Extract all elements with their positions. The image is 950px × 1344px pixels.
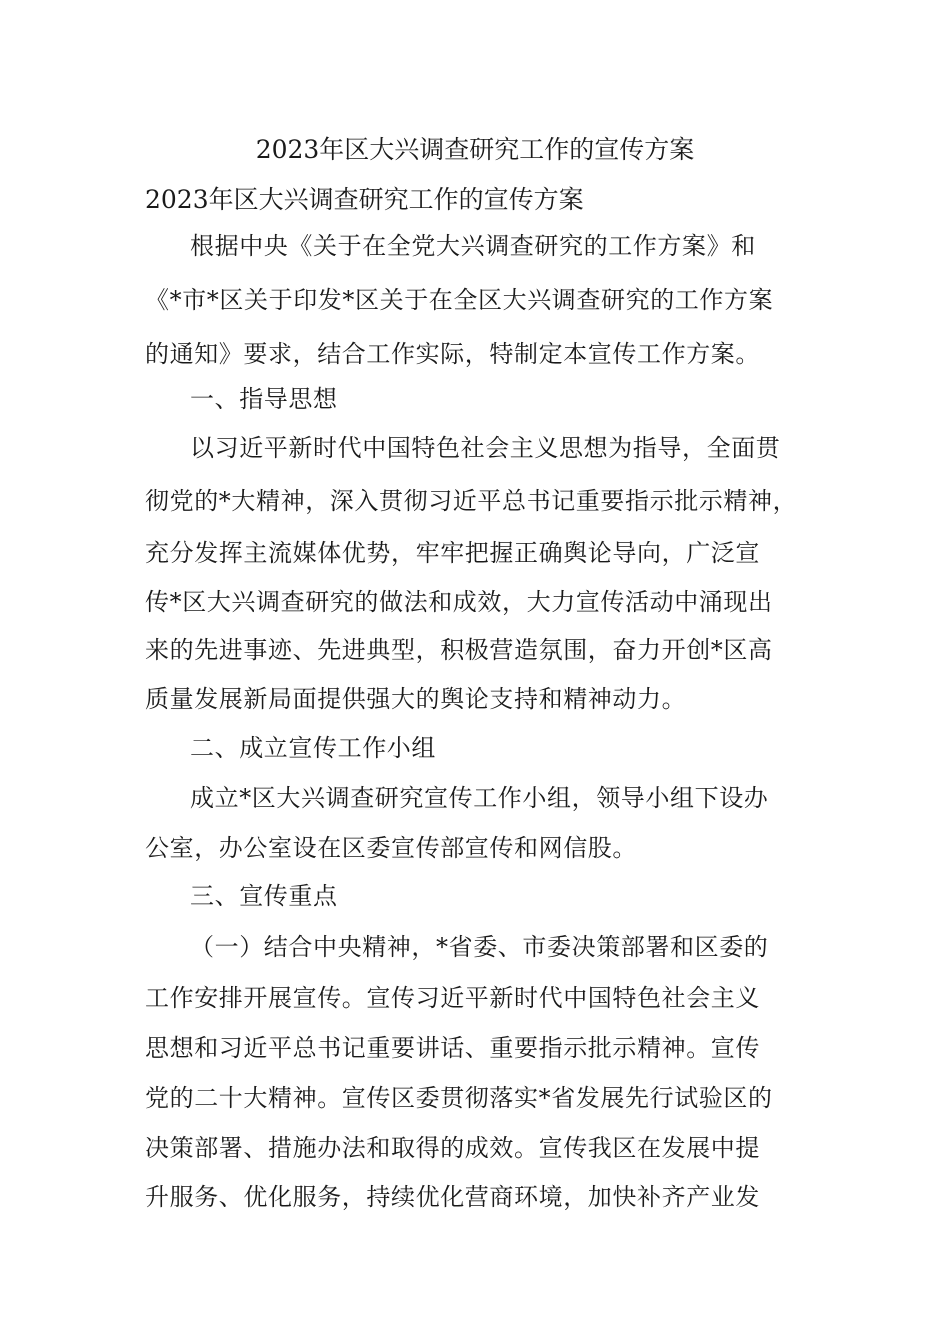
body-line: 成立*区大兴调查研究宣传工作小组，领导小组下设办 (190, 784, 769, 812)
body-line: 传*区大兴调查研究的做法和成效，大力宣传活动中涌现出 (145, 588, 773, 616)
body-line: 来的先进事迹、先进典型，积极营造氛围，奋力开创*区高 (145, 636, 773, 664)
body-line: 《*市*区关于印发*区关于在全区大兴调查研究的工作方案 (145, 286, 774, 314)
document-subtitle: 2023年区大兴调查研究工作的宣传方案 (145, 185, 584, 214)
body-line: 思想和习近平总书记重要讲话、重要指示批示精神。宣传 (145, 1034, 760, 1062)
body-line: 党的二十大精神。宣传区委贯彻落实*省发展先行试验区的 (145, 1084, 773, 1112)
body-line: 质量发展新局面提供强大的舆论支持和精神动力。 (145, 685, 687, 713)
body-line: 公室，办公室设在区委宣传部宣传和网信股。 (145, 834, 637, 862)
body-line: 充分发挥主流媒体优势，牢牢把握正确舆论导向，广泛宣 (145, 539, 760, 567)
body-line: 的通知》要求，结合工作实际，特制定本宣传工作方案。 (145, 340, 760, 368)
section-heading: 三、宣传重点 (190, 882, 338, 910)
section-heading: 二、成立宣传工作小组 (190, 734, 436, 762)
section-heading: 一、指导思想 (190, 385, 338, 413)
body-line: （一）结合中央精神，*省委、市委决策部署和区委的 (190, 933, 769, 961)
document-title: 2023年区大兴调查研究工作的宣传方案 (255, 135, 695, 164)
body-line: 决策部署、措施办法和取得的成效。宣传我区在发展中提 (145, 1134, 760, 1162)
body-line: 以习近平新时代中国特色社会主义思想为指导，全面贯 (190, 434, 781, 462)
body-line: 工作安排开展宣传。宣传习近平新时代中国特色社会主义 (145, 984, 760, 1012)
body-line: 升服务、优化服务，持续优化营商环境，加快补齐产业发 (145, 1183, 760, 1211)
body-line: 根据中央《关于在全党大兴调查研究的工作方案》和 (190, 232, 756, 260)
body-line: 彻党的*大精神，深入贯彻习近平总书记重要指示批示精神， (145, 487, 798, 515)
